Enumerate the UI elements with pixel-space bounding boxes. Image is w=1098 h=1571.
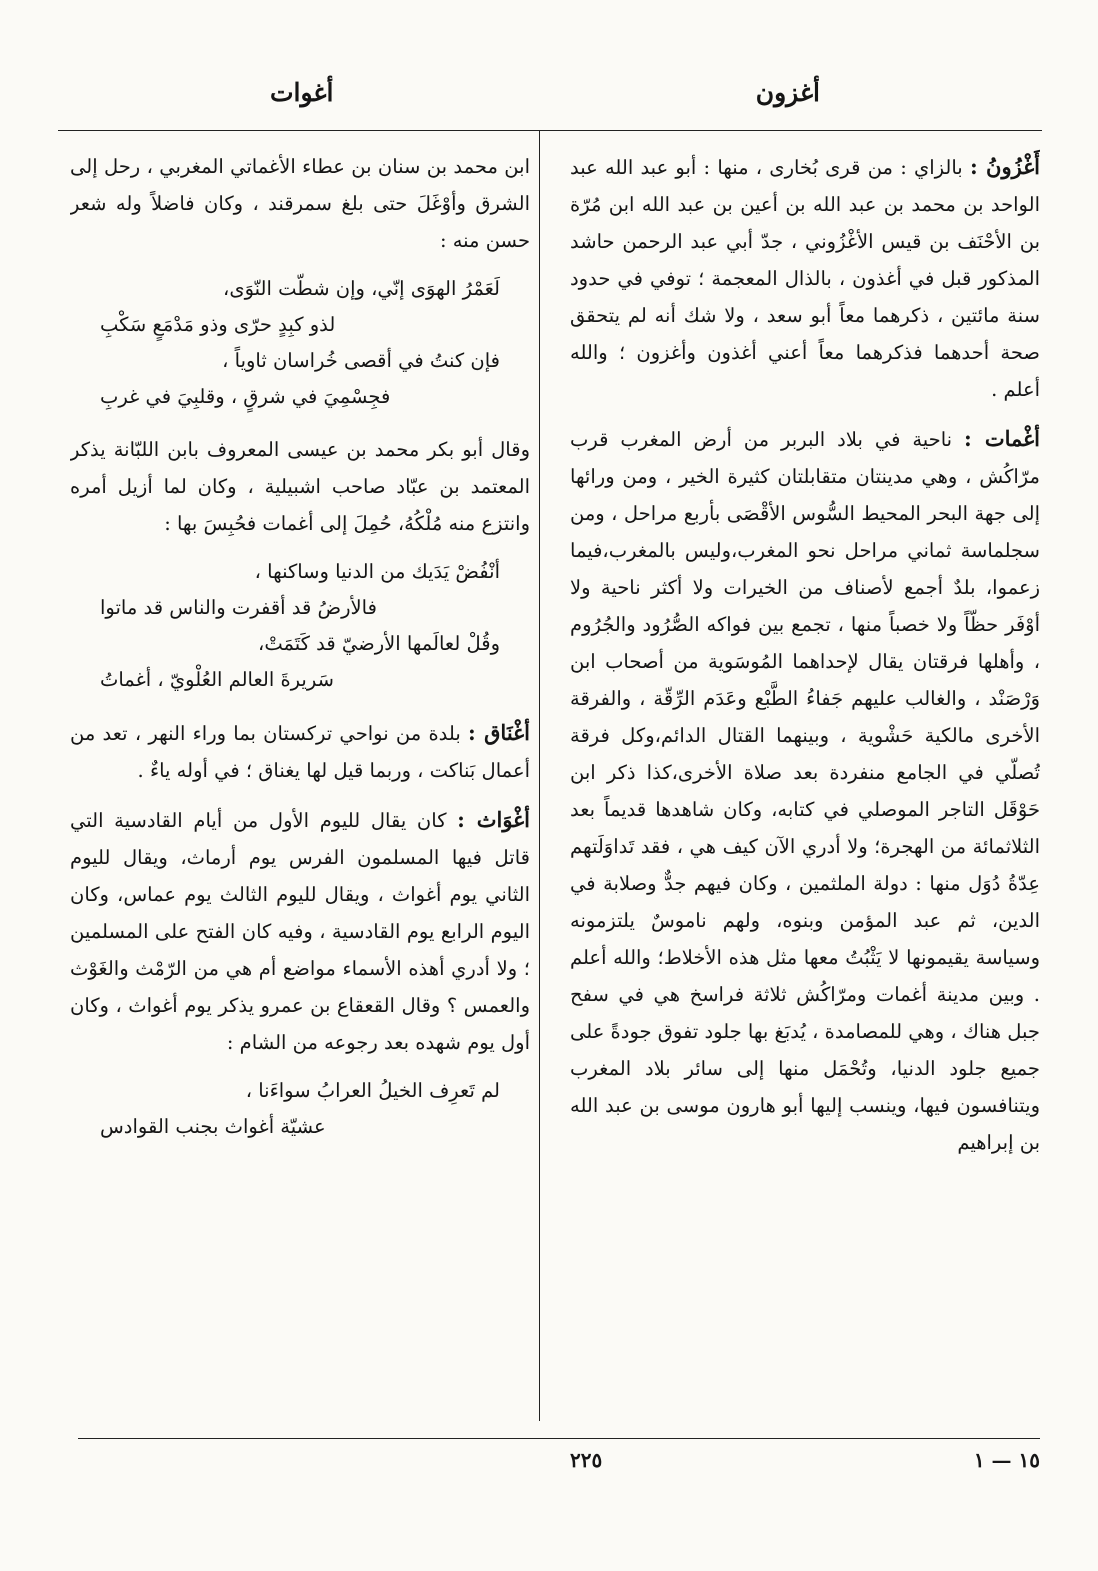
poem-line: لَعَمْرُ الهوَى إنّي، وإن شطّت النّوَى، xyxy=(223,277,500,300)
headword-aghwath: أغْوَاث : xyxy=(457,807,530,832)
poem-2 xyxy=(70,554,530,698)
poem-line: عشيّة أغواث بجنب القوادس xyxy=(100,1115,326,1138)
page-number: ٢٢٥ xyxy=(570,1448,603,1472)
headword-aghmat: أغْمات : xyxy=(964,426,1040,451)
poem-line: سَريرةَ العالم العُلْويّ ، أغماتُ xyxy=(100,668,334,691)
entry-aghmat-text: ناحية في بلاد البربر من أرض المغرب قرب مرّاكُش ، وهي مدينتان متقابلتان كثيرة الخير ، ومن ورائها إلى جهة البحر المحيط السُّوس الأقْصَى بأربع مراحل ، ومن سجلماسة ثماني مراحل نحو المغرب،وليس بالمغرب،فيما زعموا، بلدٌ أجمع لأصناف من الخيرات ولا أكثر ناحية ولا أوْفَر حظّاً ولا خصباً منها ، تجمع بين فواكه الصُّرُود والجُرُوم ، وأهلها فرقتان يقال لإحداهما المُوسَوية من أصحاب ابن وَرْصَنْد ، والغالب عليهم جَفاءُ الطَّبْع وعَدَم الرِّقّة ، والفرقة الأخرى مالكية حَشْوية ، وبينهما القتال الدائم،وكل فرقة تُصلّي في الجامع منفردة بعد صلاة الأخرى،كذا ذكر ابن حَوْقَل التاجر الموصلي في كتابه، وكان شاهدها قديماً بعد الثلاثمائة من الهجرة؛ ولا أدري الآن كيف هي ، فقد تَداوَلَتهم عِدّةُ دُوَل منها : دولة الملثمين ، وكان فيهم جدٌّ وصلابة في الدين، ثم عبد المؤمن وبنوه، ولهم ناموسٌ يلتزمونه وسياسة يقيمونها لا يَثْبُتُ معها مثل هذه الأخلاط؛ والله أعلم . وبين مدينة أغمات ومرّاكُش ثلاثة فراسخ هي في سفح جبل هناك ، وهي للمصامدة ، يُدبَغ بها جلود تفوق جودةً على جميع جلود الدنيا، وتُحْمَل منها إلى سائر بلاد المغرب ويتنافسون فيها، وينسب إليها أبو هارون موسى بن عبد الله بن إبراهيم xyxy=(570,428,1040,1154)
right-column xyxy=(570,148,1040,1416)
running-header xyxy=(60,78,1040,118)
bottom-rule xyxy=(78,1438,1040,1439)
entry-aghwath xyxy=(70,801,530,1061)
left-column xyxy=(70,148,530,1416)
poem-line: أنْفُضْ يَدَيك من الدنيا وساكنها ، xyxy=(254,560,500,583)
poem-3 xyxy=(70,1073,530,1145)
signature-mark: ١٥ — ١ xyxy=(973,1448,1040,1472)
entry-aghzun-text: بالزاي : من قرى بُخارى ، منها : أبو عبد الله عبد الواحد بن محمد بن عبد الله بن أعين بن عبد الله ابن مُرّة بن الأحْنَف بن قيس الأغْزُوني ، جدّ أبي عبد الرحمن حاشد المذكور قبل في أغذون ، بالذال المعجمة ؛ توفي في حدود سنة مائتين ، ذكرهما معاً أبو سعد ، ولا شك أنه لم يتحقق صحة أحدهما فذكرهما معاً أعني أغذون وأغزون ؛ والله أعلم . xyxy=(570,156,1040,401)
header-headword-left: أغوات xyxy=(270,78,334,107)
entry-aghmat xyxy=(570,420,1040,1161)
entry-aghzun xyxy=(570,148,1040,408)
page-footer xyxy=(60,1448,1040,1478)
headword-aghnaq: أغْنَاق : xyxy=(468,720,530,745)
poem-line: فإن كنتُ في أقصى خُراسان ثاوياً ، xyxy=(222,349,500,372)
entry-aghmat-continued: ابن محمد بن سنان بن عطاء الأغماتي المغربي ، رحل إلى الشرق وأوْغَلَ حتى بلغ سمرقند ، وكان فاضلاً وله شعر حسن منه : xyxy=(70,155,530,252)
entry-aghnaq-text: بلدة من نواحي تركستان بما وراء النهر ، تعد من أعمال بَناكت ، وربما قيل لها يغناق ؛ في أوله ياءٌ . xyxy=(70,722,530,782)
top-rule xyxy=(58,130,1042,131)
poem-line: لذو كبِدٍ حرّى وذو مَدْمَعٍ سَكْبِ xyxy=(100,313,336,336)
entry-aghnaq xyxy=(70,714,530,789)
poem-line: لم تَعرِف الخيلُ العرابُ سواءَنا ، xyxy=(245,1079,500,1102)
header-headword-right: أغزون xyxy=(755,78,820,107)
poem-1 xyxy=(70,271,530,415)
paragraph-ibn-labbana: وقال أبو بكر محمد بن عيسى المعروف بابن اللبّانة يذكر المعتمد بن عبّاد صاحب اشبيلية ، وكان لما أزيل أمره وانتزع منه مُلْكُهُ، حُمِلَ إلى أغمات فحُبِسَ بها : xyxy=(70,438,530,535)
poem-line: وقُلْ لعالَمها الأرضيّ قد كَتَمَتْ، xyxy=(258,632,500,655)
poem-line: فالأرضُ قد أقفرت والناس قد ماتوا xyxy=(100,596,377,619)
headword-aghzun: أَغْزُونُ : xyxy=(969,154,1040,179)
entry-aghwath-text: كان يقال لليوم الأول من أيام القادسية التي قاتل فيها المسلمون الفرس يوم أرماث، ويقال لليوم الثاني يوم أغواث ، ويقال لليوم الثالث يوم عماس، وكان اليوم الرابع يوم القادسية ، وفيه كان الفتح على المسلمين ؛ ولا أدري أهذه الأسماء مواضع أم هي من الرّمْث والغَوْث والعمس ؟ وقال القعقاع بن عمرو يذكر يوم أغواث ، وكان أول يوم شهده بعد رجوعه من الشام : xyxy=(70,809,530,1054)
poem-line: فجِسْمِيَ في شرقٍ ، وقلبِيَ في غربِ xyxy=(100,385,391,408)
column-divider xyxy=(539,131,540,1421)
